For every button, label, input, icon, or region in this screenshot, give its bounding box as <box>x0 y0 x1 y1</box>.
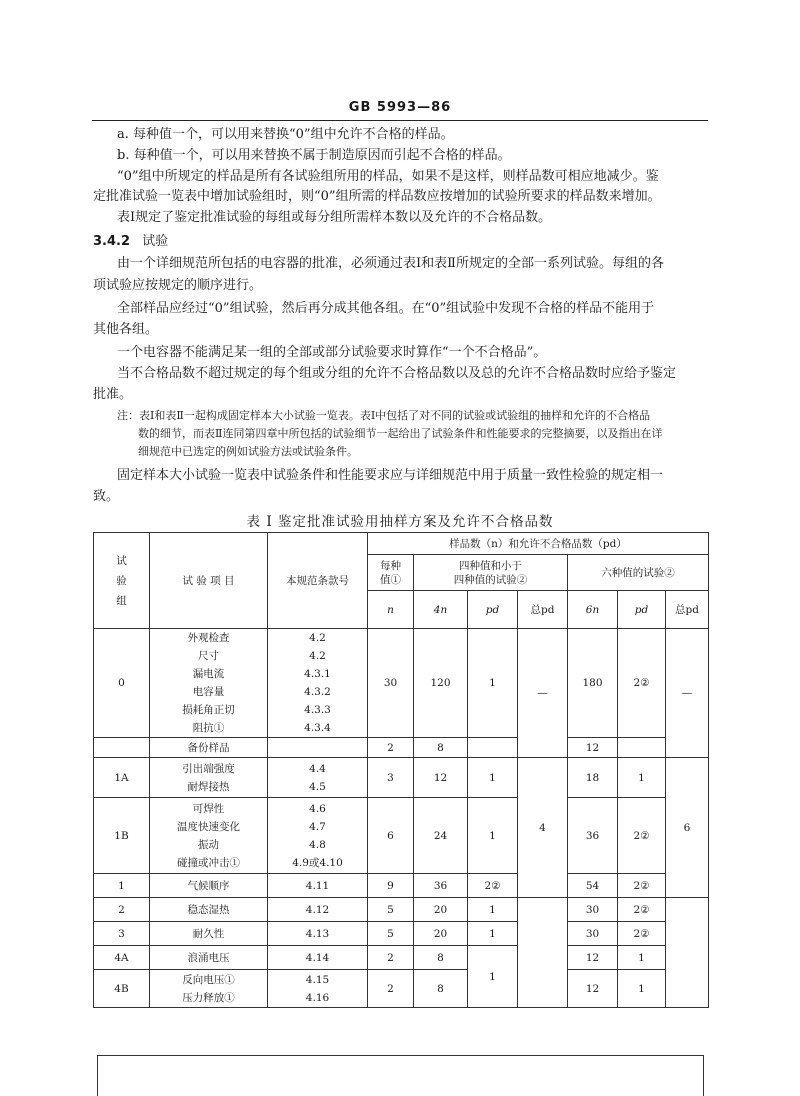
header-total-pd-6: 总pd <box>666 591 709 629</box>
clause: 4.16 <box>305 991 330 1004</box>
cell-4n: 120 <box>414 629 468 738</box>
item: 耐久性 <box>150 922 268 946</box>
para-3-line1: 由一个详细规范所包括的电容器的批准，必须通过表Ⅰ和表Ⅱ所规定的全部一系列试验。每组的各 <box>117 256 664 271</box>
cell-n: 5 <box>368 922 414 946</box>
cell-6n: 30 <box>568 898 618 922</box>
header-item: 试 验 项 目 <box>150 533 268 629</box>
clause: 4.14 <box>268 946 368 970</box>
clause: 4.4 <box>309 762 326 775</box>
standard-header: GB 5993—86 <box>348 100 452 115</box>
para-4-line1: 全部样品应经过“0”组试验，然后再分成其他各组。在“0”组试验中发现不合格的样品不能用于 <box>117 301 655 316</box>
cell-pd: 2② <box>468 874 518 898</box>
para-4-line2: 其他各组。 <box>93 322 159 337</box>
cell-pd-6: 2② <box>618 629 666 738</box>
table-row <box>94 922 709 946</box>
para-5: 一个电容器不能满足某一组的全部或部分试验要求时算作“一个不合格品”。 <box>117 345 547 360</box>
cell-n: 3 <box>368 758 414 798</box>
cell-n: 2 <box>368 738 414 758</box>
cell-n: 9 <box>368 874 414 898</box>
group0-clauses <box>268 629 368 738</box>
clause: 4.9或4.10 <box>292 856 343 869</box>
group-label: 0 <box>94 629 150 738</box>
cell-6n: 12 <box>568 738 618 758</box>
header-clause: 本规范条款号 <box>268 533 368 629</box>
cell-4n: 24 <box>414 798 468 874</box>
table-row <box>94 798 709 874</box>
header-rule <box>92 120 708 121</box>
cell-pd-6: 2② <box>618 874 666 898</box>
clause: 4.2 <box>309 632 326 644</box>
note-line2: 数的细节，而表Ⅱ连同第四章中所包括的试验细节一起给出了试验条件和性能要求的完整摘要，以及指出在详 <box>138 427 663 440</box>
clause: 4.3.1 <box>304 668 331 680</box>
item: 气候顺序 <box>150 874 268 898</box>
clause: 4.11 <box>268 874 368 898</box>
item: 碰撞或冲击① <box>177 856 240 869</box>
cell-n: 30 <box>368 629 414 738</box>
cell-4n: 20 <box>414 898 468 922</box>
group-label <box>94 738 150 758</box>
cell-pd: 1 <box>468 922 518 946</box>
para-6-line2: 批准。 <box>93 387 133 402</box>
cell-pd-6: 2② <box>618 922 666 946</box>
cell-pd: 1 <box>468 758 518 798</box>
cell-6n: 180 <box>568 629 618 738</box>
cell-n: 2 <box>368 970 414 1008</box>
item: 可焊性 <box>192 802 225 815</box>
para-7-line2: 致。 <box>93 489 120 504</box>
items-cell <box>150 798 268 874</box>
para-1-line1: “0”组中所规定的样品是所有各试验组所用的样品，如果不是这样，则样品数可相应地减少。鉴 <box>117 169 659 184</box>
cell-pd: 1 <box>468 798 518 874</box>
table-row <box>94 629 709 738</box>
item: 引出端强度 <box>182 762 235 775</box>
cell-total-pd: — <box>518 629 568 758</box>
item: 漏电流 <box>192 668 225 680</box>
item: 损耗角正切 <box>182 704 235 716</box>
cell-6n: 12 <box>568 970 618 1008</box>
header-six-values: 六种值的试验② <box>568 555 709 591</box>
cell-pd: 1 <box>468 946 518 1008</box>
table-row <box>94 970 709 1008</box>
cell-n: 2 <box>368 946 414 970</box>
clause: 4.15 <box>305 973 330 986</box>
cell-pd-6: 2② <box>618 798 666 874</box>
group-label: 4B <box>94 970 150 1008</box>
table-row <box>94 898 709 922</box>
table-row <box>94 874 709 898</box>
item: 备份样品 <box>150 738 268 758</box>
cell-6n: 36 <box>568 798 618 874</box>
sampling-table <box>93 532 709 1008</box>
clauses-cell <box>268 970 368 1008</box>
cell-6n: 54 <box>568 874 618 898</box>
para-6-line1: 当不合格品数不超过规定的每个组或分组的允许不合格品数以及总的允许不合格品数时应给予鉴定 <box>117 366 677 381</box>
cell-total-pd: 4 <box>518 758 568 898</box>
cell-4n: 8 <box>414 946 468 970</box>
item: 稳态湿热 <box>150 898 268 922</box>
cell-6n: 18 <box>568 758 618 798</box>
note-line1: 注：表Ⅰ和表Ⅱ一起构成固定样本大小试验一览表。表Ⅰ中包括了对不同的试验或试验组的抽样和允许的不合格品 <box>117 409 651 422</box>
header-4n: 4n <box>414 591 468 629</box>
cell-total-pd-6: — <box>666 629 709 758</box>
item: 尺寸 <box>198 650 219 662</box>
group-label: 1 <box>94 874 150 898</box>
page-bottom-frame <box>97 1055 704 1096</box>
clause: 4.13 <box>268 922 368 946</box>
cell-pd-6: 1 <box>618 758 666 798</box>
cell-pd: 1 <box>468 898 518 922</box>
clause: 4.2 <box>309 650 326 662</box>
clause <box>268 738 368 758</box>
header-samples: 样品数（n）和允许不合格品数（pd） <box>368 533 709 555</box>
cell-n: 5 <box>368 898 414 922</box>
item: 耐焊接热 <box>187 780 230 793</box>
cell-pd-6: 1 <box>618 970 666 1008</box>
table-row <box>94 758 709 798</box>
note-line3: 细规范中已选定的例如试验方法或试验条件。 <box>138 445 358 458</box>
clause: 4.6 <box>309 802 326 815</box>
group-label: 1B <box>94 798 150 874</box>
header-each-value: 每种 值① <box>368 555 414 591</box>
para-2: 表Ⅰ规定了鉴定批准试验的每组或每分组所需样本数以及允许的不合格品数。 <box>117 210 552 225</box>
cell-4n: 8 <box>414 970 468 1008</box>
item: 压力释放① <box>182 991 235 1004</box>
table-row <box>94 946 709 970</box>
items-cell <box>150 758 268 798</box>
para-1-line2: 定批准试验一览表中增加试验组时，则“0”组所需的样品数应按增加的试验所要求的样品数来增加。 <box>93 189 661 204</box>
cell-pd-6: 2② <box>618 898 666 922</box>
cell-6n: 30 <box>568 922 618 946</box>
clause: 4.3.2 <box>304 686 331 698</box>
para-7-line1: 固定样本大小试验一览表中试验条件和性能要求应与详细规范中用于质量一致性检验的规定相一 <box>117 468 664 483</box>
header-group: 试 验 组 <box>94 533 150 629</box>
clauses-cell <box>268 758 368 798</box>
cell-4n: 12 <box>414 758 468 798</box>
item: 电容量 <box>192 686 225 698</box>
group-label: 4A <box>94 946 150 970</box>
clause: 4.5 <box>309 780 326 793</box>
cell-pd <box>468 738 518 758</box>
item: 反向电压① <box>182 973 235 986</box>
clause: 4.3.4 <box>304 722 331 734</box>
header-pd-6: pd <box>618 591 666 629</box>
section-number: 3.4.2 <box>93 234 131 249</box>
group-label: 1A <box>94 758 150 798</box>
group-label: 2 <box>94 898 150 922</box>
cell-4n: 36 <box>414 874 468 898</box>
cell-4n: 8 <box>414 738 468 758</box>
clause: 4.8 <box>309 838 326 851</box>
para-a: a. 每种值一个，可以用来替换“0”组中允许不合格的样品。 <box>117 127 454 142</box>
item: 温度快速变化 <box>177 820 240 833</box>
clauses-cell <box>268 798 368 874</box>
group0-items <box>150 629 268 738</box>
item: 振动 <box>198 838 219 851</box>
section-title: 试验 <box>142 234 169 249</box>
header-total-pd: 总pd <box>518 591 568 629</box>
header-n: n <box>368 591 414 629</box>
clause: 4.3.3 <box>304 704 331 716</box>
cell-pd: 1 <box>468 629 518 738</box>
cell-pd-6 <box>618 738 666 758</box>
cell-total-pd-6-empty <box>666 898 709 1008</box>
clause: 4.7 <box>309 820 326 833</box>
section-3-4-2 <box>93 232 168 252</box>
header-four-values: 四种值和小于 四种值的试验② <box>414 555 568 591</box>
cell-total-pd-6: 6 <box>666 758 709 898</box>
table-row <box>94 738 709 758</box>
para-b: b. 每种值一个，可以用来替换不属于制造原因而引起不合格的样品。 <box>117 148 511 163</box>
header-6n: 6n <box>568 591 618 629</box>
cell-4n: 20 <box>414 922 468 946</box>
items-cell <box>150 970 268 1008</box>
item: 浪涌电压 <box>150 946 268 970</box>
table-caption: 表 Ⅰ 鉴定批准试验用抽样方案及允许不合格品数 <box>246 514 554 530</box>
cell-n: 6 <box>368 798 414 874</box>
header-pd: pd <box>468 591 518 629</box>
group-label: 3 <box>94 922 150 946</box>
clause: 4.12 <box>268 898 368 922</box>
item: 外观检查 <box>187 632 230 644</box>
item: 阻抗① <box>192 722 225 734</box>
cell-total-pd-empty <box>518 898 568 1008</box>
cell-6n: 12 <box>568 946 618 970</box>
cell-pd-6: 1 <box>618 946 666 970</box>
para-3-line2: 项试验应按规定的顺序进行。 <box>93 278 263 293</box>
